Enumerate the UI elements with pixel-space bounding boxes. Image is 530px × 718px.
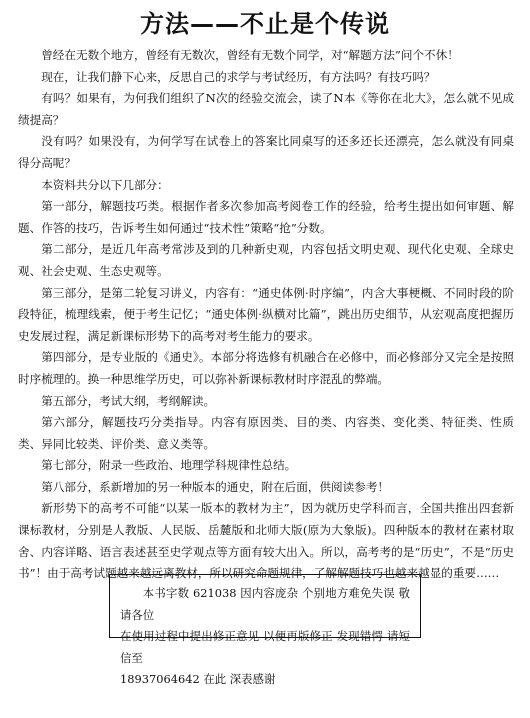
paragraph-6: 第一部分，解题技巧类。根据作者多次参加高考阅卷工作的经验，给考生提出如何审题、解题、作答的技巧，告诉考生如何通过“技术性”策略“抢”分数。 [18, 199, 514, 235]
paragraph-8: 第三部分，是第二轮复习讲义，内容有：“通史体例·时序编”，内含大事梗概、不同时段的阶段特征，梳理线索，便于考生记忆；“通史体例·纵横对比篇”，跳出历史细节，从宏观高度把握历史发展过程，满足新课标形势下的高考对考生能力的要求。 [18, 285, 514, 343]
notice-line-2: 在使用过程中提出修正意见 以便再版修正 发现错愕 请短信至 [120, 629, 410, 665]
page-title: 方法——不止是个传说 [140, 10, 390, 38]
paragraph-3: 有吗？如果有，为何我们组织了N次的经验交流会，读了N本《等你在北大》，怎么就不见成绩提高？ [18, 91, 514, 127]
notice-line-3: 18937064642 在此 深表感谢 [120, 672, 276, 686]
paragraph-1: 曾经在无数个地方，曾经有无数次，曾经有无数个同学，对“解题方法”问个不休！ [41, 48, 459, 62]
document-body [18, 45, 514, 585]
paragraph-5: 本资料共分以下几部分： [41, 177, 169, 192]
paragraph-10: 第五部分，考试大纲，考纲解读。 [41, 393, 216, 408]
paragraph-12: 第七部分，附录一些政治、地理学科规律性总结。 [41, 458, 297, 473]
notice-box [109, 574, 421, 686]
paragraph-13: 第八部分，系新增加的另一种版本的通史，附在后面，供阅读参考！ [41, 479, 390, 494]
paragraph-2: 现在，让我们静下心来，反思自己的求学与考试经历，有方法吗？有技巧吗？ [41, 69, 436, 84]
paragraph-14: 新形势下的高考不可能“以某一版本的教材为主”，因为就历史学科而言，全国共推出四套新课标教材，分别是人教版、人民版、岳麓版和北师大版(原为大象版)。四种版本的教材在素材取舍、内容详略、语言表述甚至史学观点等方面有较大出入。所以，高考考的是“历史”，不是“历史书”！由于高考试题越来越远离教材，所以研究命题规律，了解解题技巧也越来越显的重要…… [18, 501, 514, 581]
paragraph-7: 第二部分，是近几年高考常涉及到的几种新史观，内容包括文明史观、现代化史观、全球史观、社会史观、生态史观等。 [18, 242, 514, 278]
paragraph-9: 第四部分，是专业版的《通史》。本部分将选修有机融合在必修中，而必修部分又完全是按照时序梳理的。换一种思维学历史，可以弥补新课标教材时序混乱的弊端。 [18, 350, 514, 386]
notice-line-1: 本书字数 621038 因内容庞杂 个别地方难免失误 敬请各位 [120, 586, 410, 622]
paragraph-4: 没有吗？如果没有，为何学写在试卷上的答案比同桌写的还多还长还漂亮，怎么就没有同桌得分高呢？ [18, 134, 514, 170]
paragraph-11: 第六部分，解题技巧分类指导。内容有原因类、目的类、内容类、变化类、特征类、性质类、异同比较类、评价类、意义类等。 [18, 415, 514, 451]
